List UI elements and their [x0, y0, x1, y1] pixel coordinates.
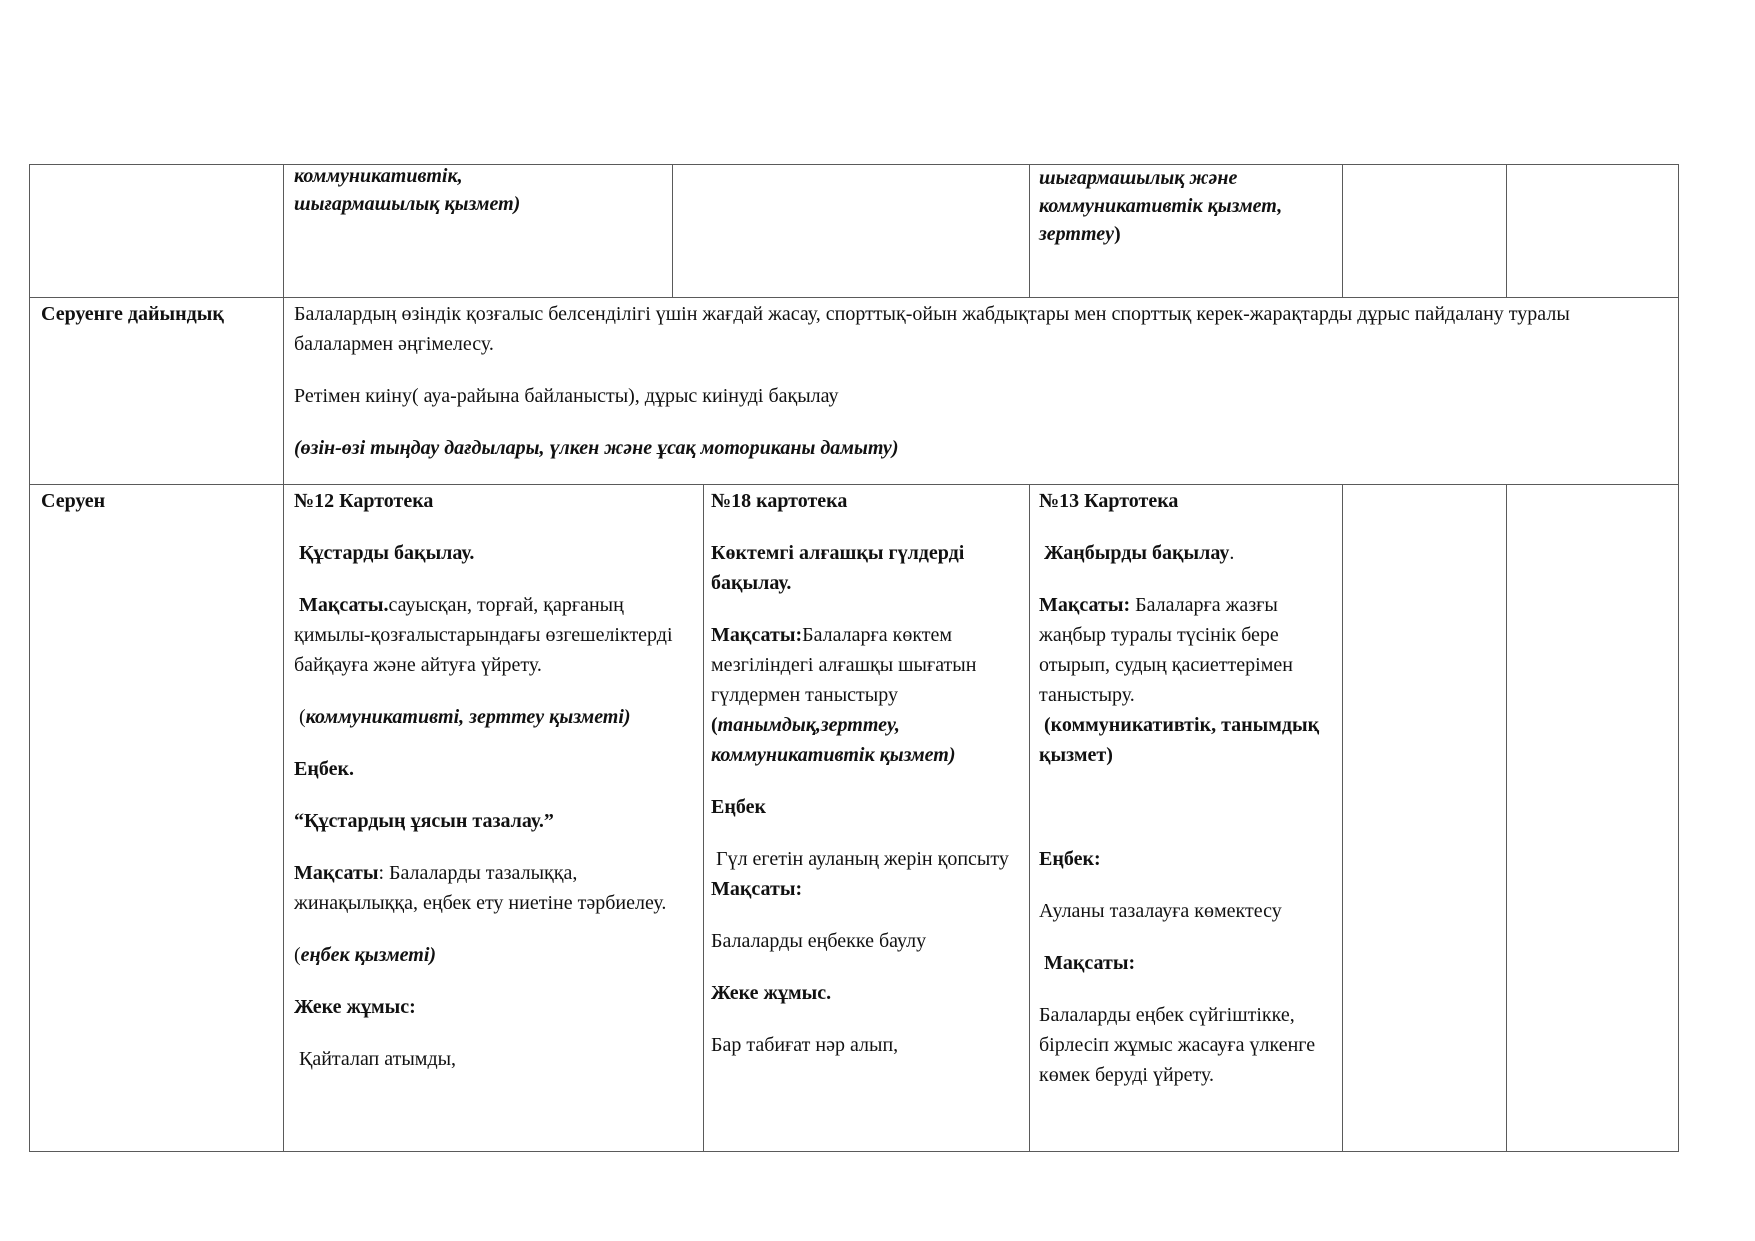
col-divider-4b	[1342, 484, 1343, 1152]
walk-prep-content	[294, 299, 1664, 485]
col2-goal-label: Мақсаты.	[294, 594, 389, 616]
walk-col2	[294, 486, 699, 1096]
col4-activity: (коммуникативтік, танымдық қызмет)	[1039, 714, 1325, 766]
col2-goal-text: сауысқан, торғай, қарғаның қимылы-қозғалыстарындағы өзгешеліктерді байқауға және айтуға үйрету.	[294, 594, 673, 676]
row1-col4-line1: шығармашылық және	[1039, 167, 1238, 189]
col2-labor-task: “Құстардың ұясын тазалау.”	[294, 810, 554, 832]
col4-goal2-text: Балаларды еңбек сүйгіштікке, бірлесіп жұмыс жасауға үлкенге көмек беруді үйрету.	[1039, 1004, 1316, 1086]
table-border-left	[29, 164, 30, 1152]
col2-goal2-label: Мақсаты	[294, 862, 379, 884]
col3-goal-text: Балаларға көктем мезгіліндегі алғашқы шығатын гүлдермен таныстыру	[711, 624, 977, 706]
col4-goal-text: Балаларға жазғы жаңбыр туралы түсінік бере отырып, судың қасиеттерімен таныстыру.	[1039, 594, 1293, 706]
col-divider-2b	[703, 484, 704, 1152]
col3-activity-open: (	[711, 714, 718, 736]
walk-prep-para2: Ретімен киіну( ауа-райына байланысты), дұрыс киінуді бақылау	[294, 385, 839, 407]
col4-goal-label: Мақсаты:	[1039, 594, 1131, 616]
col4-observe-dot: .	[1229, 542, 1235, 564]
col3-goal	[711, 620, 1023, 710]
col2-individual: Жеке жұмыс:	[294, 996, 416, 1018]
col2-individual-text: Қайталап атымды,	[294, 1048, 457, 1070]
row1-col2-cell	[294, 162, 664, 218]
row1-col4-line2: коммуникативтік қызмет,	[1039, 195, 1283, 217]
col2-activity-text: коммуникативті, зерттеу қызметі)	[305, 706, 631, 728]
col3-title: №18 картотека	[711, 490, 848, 512]
col3-individual-text: Бар табиғат нәр алып,	[711, 1034, 899, 1056]
col3-goal2-label: Мақсаты:	[711, 878, 803, 900]
col4-labor: Еңбек:	[1039, 848, 1101, 870]
walk-col3	[711, 486, 1023, 1082]
walk-label: Серуен	[41, 490, 106, 512]
col3-activity-text: танымдық,зерттеу, коммуникативтік қызмет)	[711, 714, 956, 766]
col3-goal-label: Мақсаты:	[711, 624, 803, 646]
col4-title: №13 Картотека	[1039, 490, 1179, 512]
col2-goal	[294, 590, 699, 680]
table-border-right	[1678, 164, 1679, 1152]
col4-labor-task: Ауланы тазалауға көмектесу	[1039, 900, 1282, 922]
col2-goal2	[294, 858, 699, 918]
col3-activity	[711, 710, 1023, 770]
col2-goal2-text: : Балаларды тазалыққа, жинақылыққа, еңбек ету ниетіне тәрбиелеу.	[294, 862, 667, 914]
col3-observe: Көктемгі алғашқы гүлдерді бақылау.	[711, 542, 965, 594]
col-divider-5a	[1506, 164, 1507, 297]
plan-table	[29, 164, 1679, 1152]
walk-prep-label: Серуенге дайындық	[41, 303, 224, 325]
walk-col4	[1039, 486, 1337, 1112]
row1-col4-line3-italic: зерттеу	[1039, 223, 1115, 245]
col2-activity	[294, 702, 699, 732]
row1-col4-cell	[1039, 164, 1335, 248]
row1-col4-line3	[1039, 220, 1335, 248]
col-divider-5b	[1506, 484, 1507, 1152]
table-border-top	[29, 164, 1679, 165]
row-divider-1	[29, 297, 1679, 298]
table-border-bottom	[29, 1151, 1679, 1152]
row1-col2-line2: шығармашылық қызмет)	[294, 193, 521, 215]
col-divider-4a	[1342, 164, 1343, 297]
col2-activity2-text: еңбек қызметі)	[300, 944, 437, 966]
col-divider-3b	[1029, 484, 1030, 1152]
col2-activity2	[294, 940, 699, 970]
col4-goal2-label: Мақсаты:	[1039, 952, 1136, 974]
col3-labor-task: Гүл егетін ауланың жерін қопсыту	[711, 848, 1009, 870]
col3-individual: Жеке жұмыс.	[711, 982, 832, 1004]
col-divider-2a	[672, 164, 673, 297]
col-divider-3a	[1029, 164, 1030, 297]
walk-prep-para3: (өзін-өзі тыңдау дағдылары, үлкен және ұсақ моториканы дамыту)	[294, 437, 899, 459]
col4-goal	[1039, 590, 1337, 710]
col2-activity-open: (	[294, 706, 306, 728]
col2-title: №12 Картотека	[294, 490, 434, 512]
col4-observe-text: Жаңбырды бақылау	[1039, 542, 1230, 564]
col2-labor: Еңбек.	[294, 758, 354, 780]
col4-observe	[1039, 538, 1337, 568]
walk-prep-para1: Балалардың өзіндік қозғалыс белсенділігі үшін жағдай жасау, спорттық-ойын жабдықтары мен спорттық керек-жарақтарды дұрыс пайдалану туралы балалармен әңгімелесу.	[294, 303, 1570, 355]
row1-col2-line1: коммуникативтік,	[294, 165, 463, 187]
col2-activity2-open: (	[294, 944, 301, 966]
col2-observe: Құстарды бақылау.	[294, 542, 475, 564]
col-divider-1	[283, 164, 284, 1152]
col3-labor: Еңбек	[711, 796, 766, 818]
row1-col4-line3-tail: )	[1114, 223, 1121, 245]
col3-goal2-text: Балаларды еңбекке баулу	[711, 930, 927, 952]
